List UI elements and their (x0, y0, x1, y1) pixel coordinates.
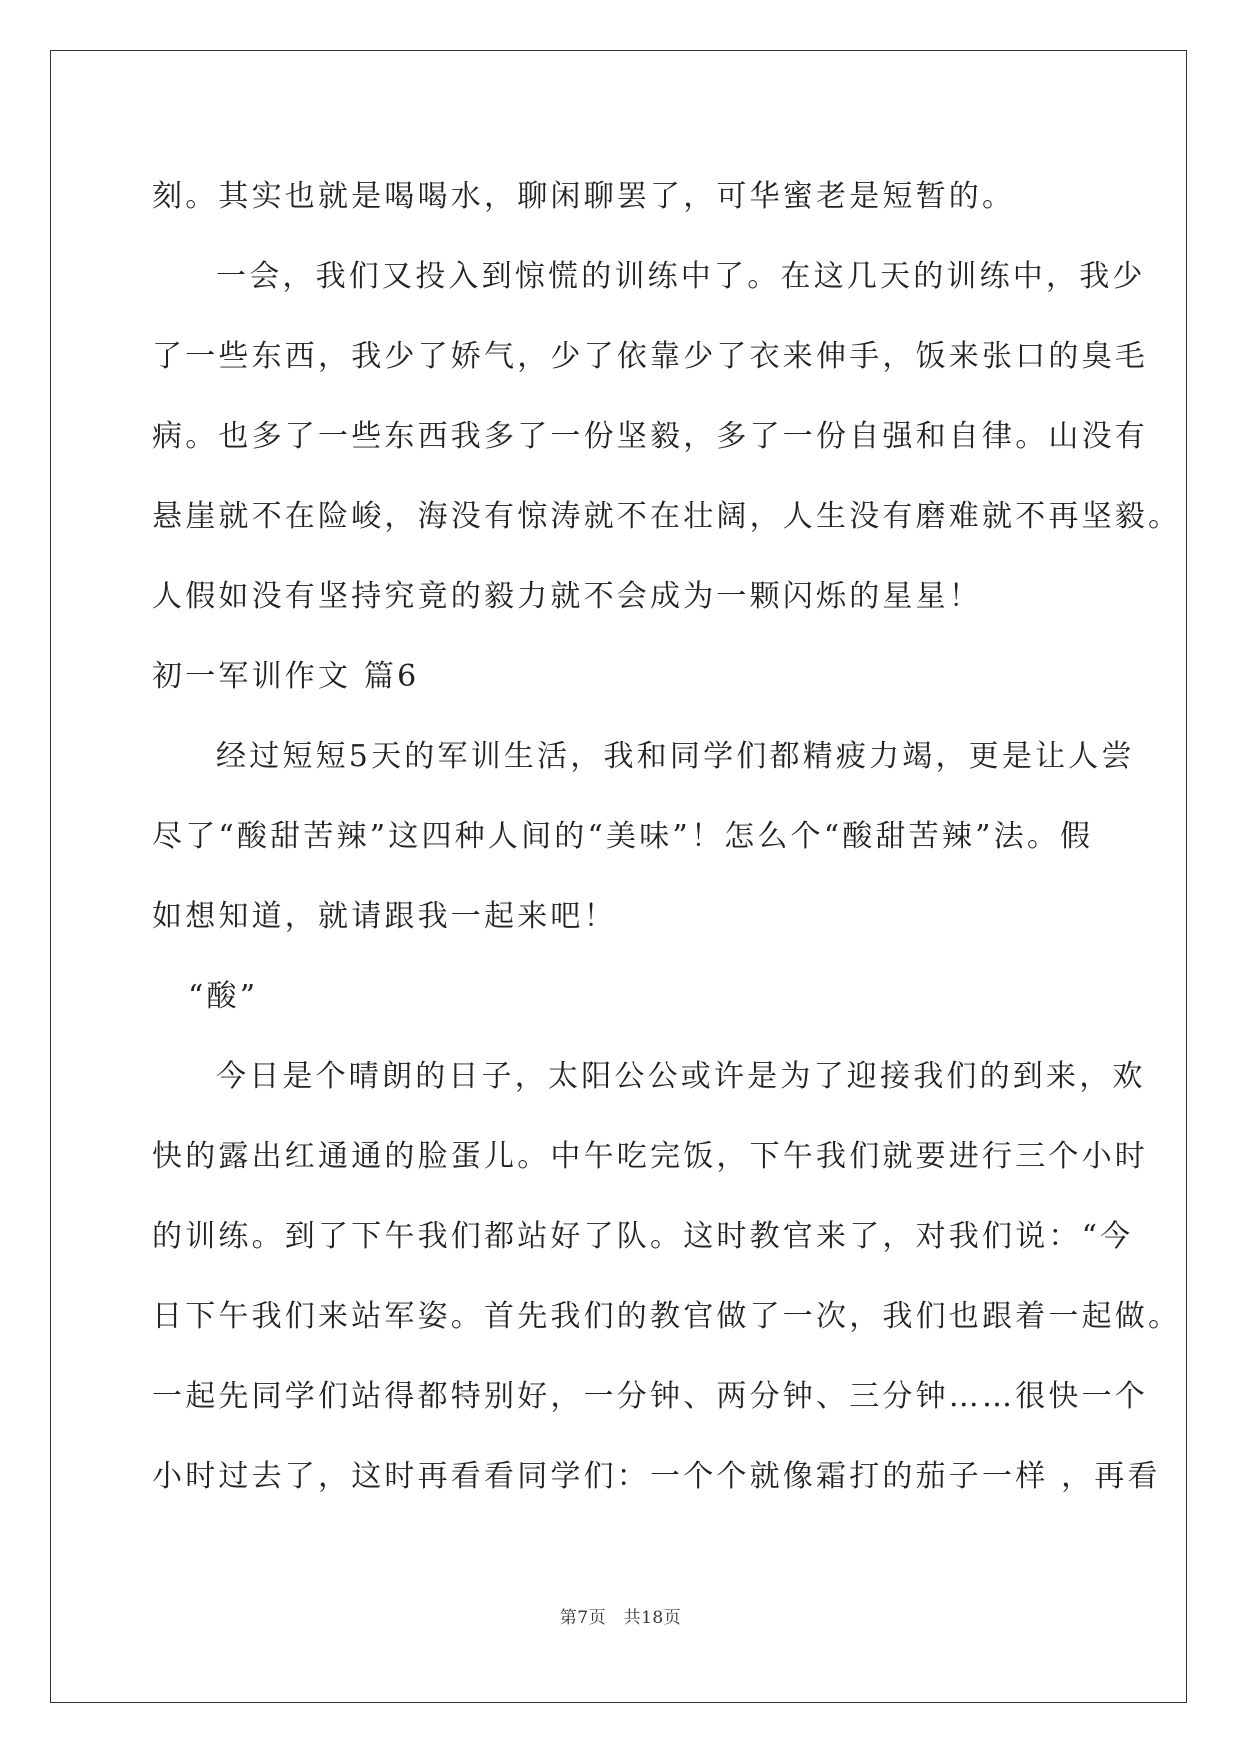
subheading: “酸” (188, 979, 259, 1014)
text-line: 的训练。到了下午我们都站好了队。这时教官来了，对我们说：“今 (152, 1219, 1134, 1254)
text-line: 人假如没有坚持究竟的毅力就不会成为一颗闪烁的星星！ (152, 579, 982, 614)
text-line: 日下午我们来站军姿。首先我们的教官做了一次，我们也跟着一起做。 (152, 1299, 1182, 1334)
text-line: 小时过去了，这时再看看同学们：一个个就像霜打的茄子一样 ，再看 (152, 1459, 1161, 1494)
paragraph-start: 今日是个晴朗的日子，太阳公公或许是为了迎接我们的到来，欢 (216, 1059, 1146, 1094)
text-line: 快的露出红通通的脸蛋儿。中午吃完饭，下午我们就要进行三个小时 (152, 1139, 1148, 1174)
paragraph-start: 一会，我们又投入到惊慌的训练中了。在这几天的训练中，我少 (216, 259, 1146, 294)
paragraph-start: 经过短短5天的军训生活，我和同学们都精疲力竭，更是让人尝 (216, 739, 1135, 774)
text-line: 了一些东西，我少了娇气，少了依靠少了衣来伸手，饭来张口的臭毛 (152, 339, 1148, 374)
text-line: 刻。其实也就是喝喝水，聊闲聊罢了，可华蜜老是短暂的。 (152, 179, 1016, 214)
section-heading: 初一军训作文 篇6 (152, 659, 420, 694)
text-line: 病。也多了一些东西我多了一份坚毅，多了一份自强和自律。山没有 (152, 419, 1148, 454)
text-line: 尽了“酸甜苦辣”这四种人间的“美味”！怎么个“酸甜苦辣”法。假 (152, 819, 1094, 854)
text-line: 一起先同学们站得都特别好，一分钟、两分钟、三分钟……很快一个 (152, 1379, 1148, 1414)
page-footer: 第7页 共18页 (559, 1608, 682, 1628)
text-line: 如想知道，就请跟我一起来吧！ (152, 899, 617, 934)
document-body (152, 157, 1182, 1517)
text-line: 悬崖就不在险峻，海没有惊涛就不在壮阔，人生没有磨难就不再坚毅。 (152, 499, 1182, 534)
